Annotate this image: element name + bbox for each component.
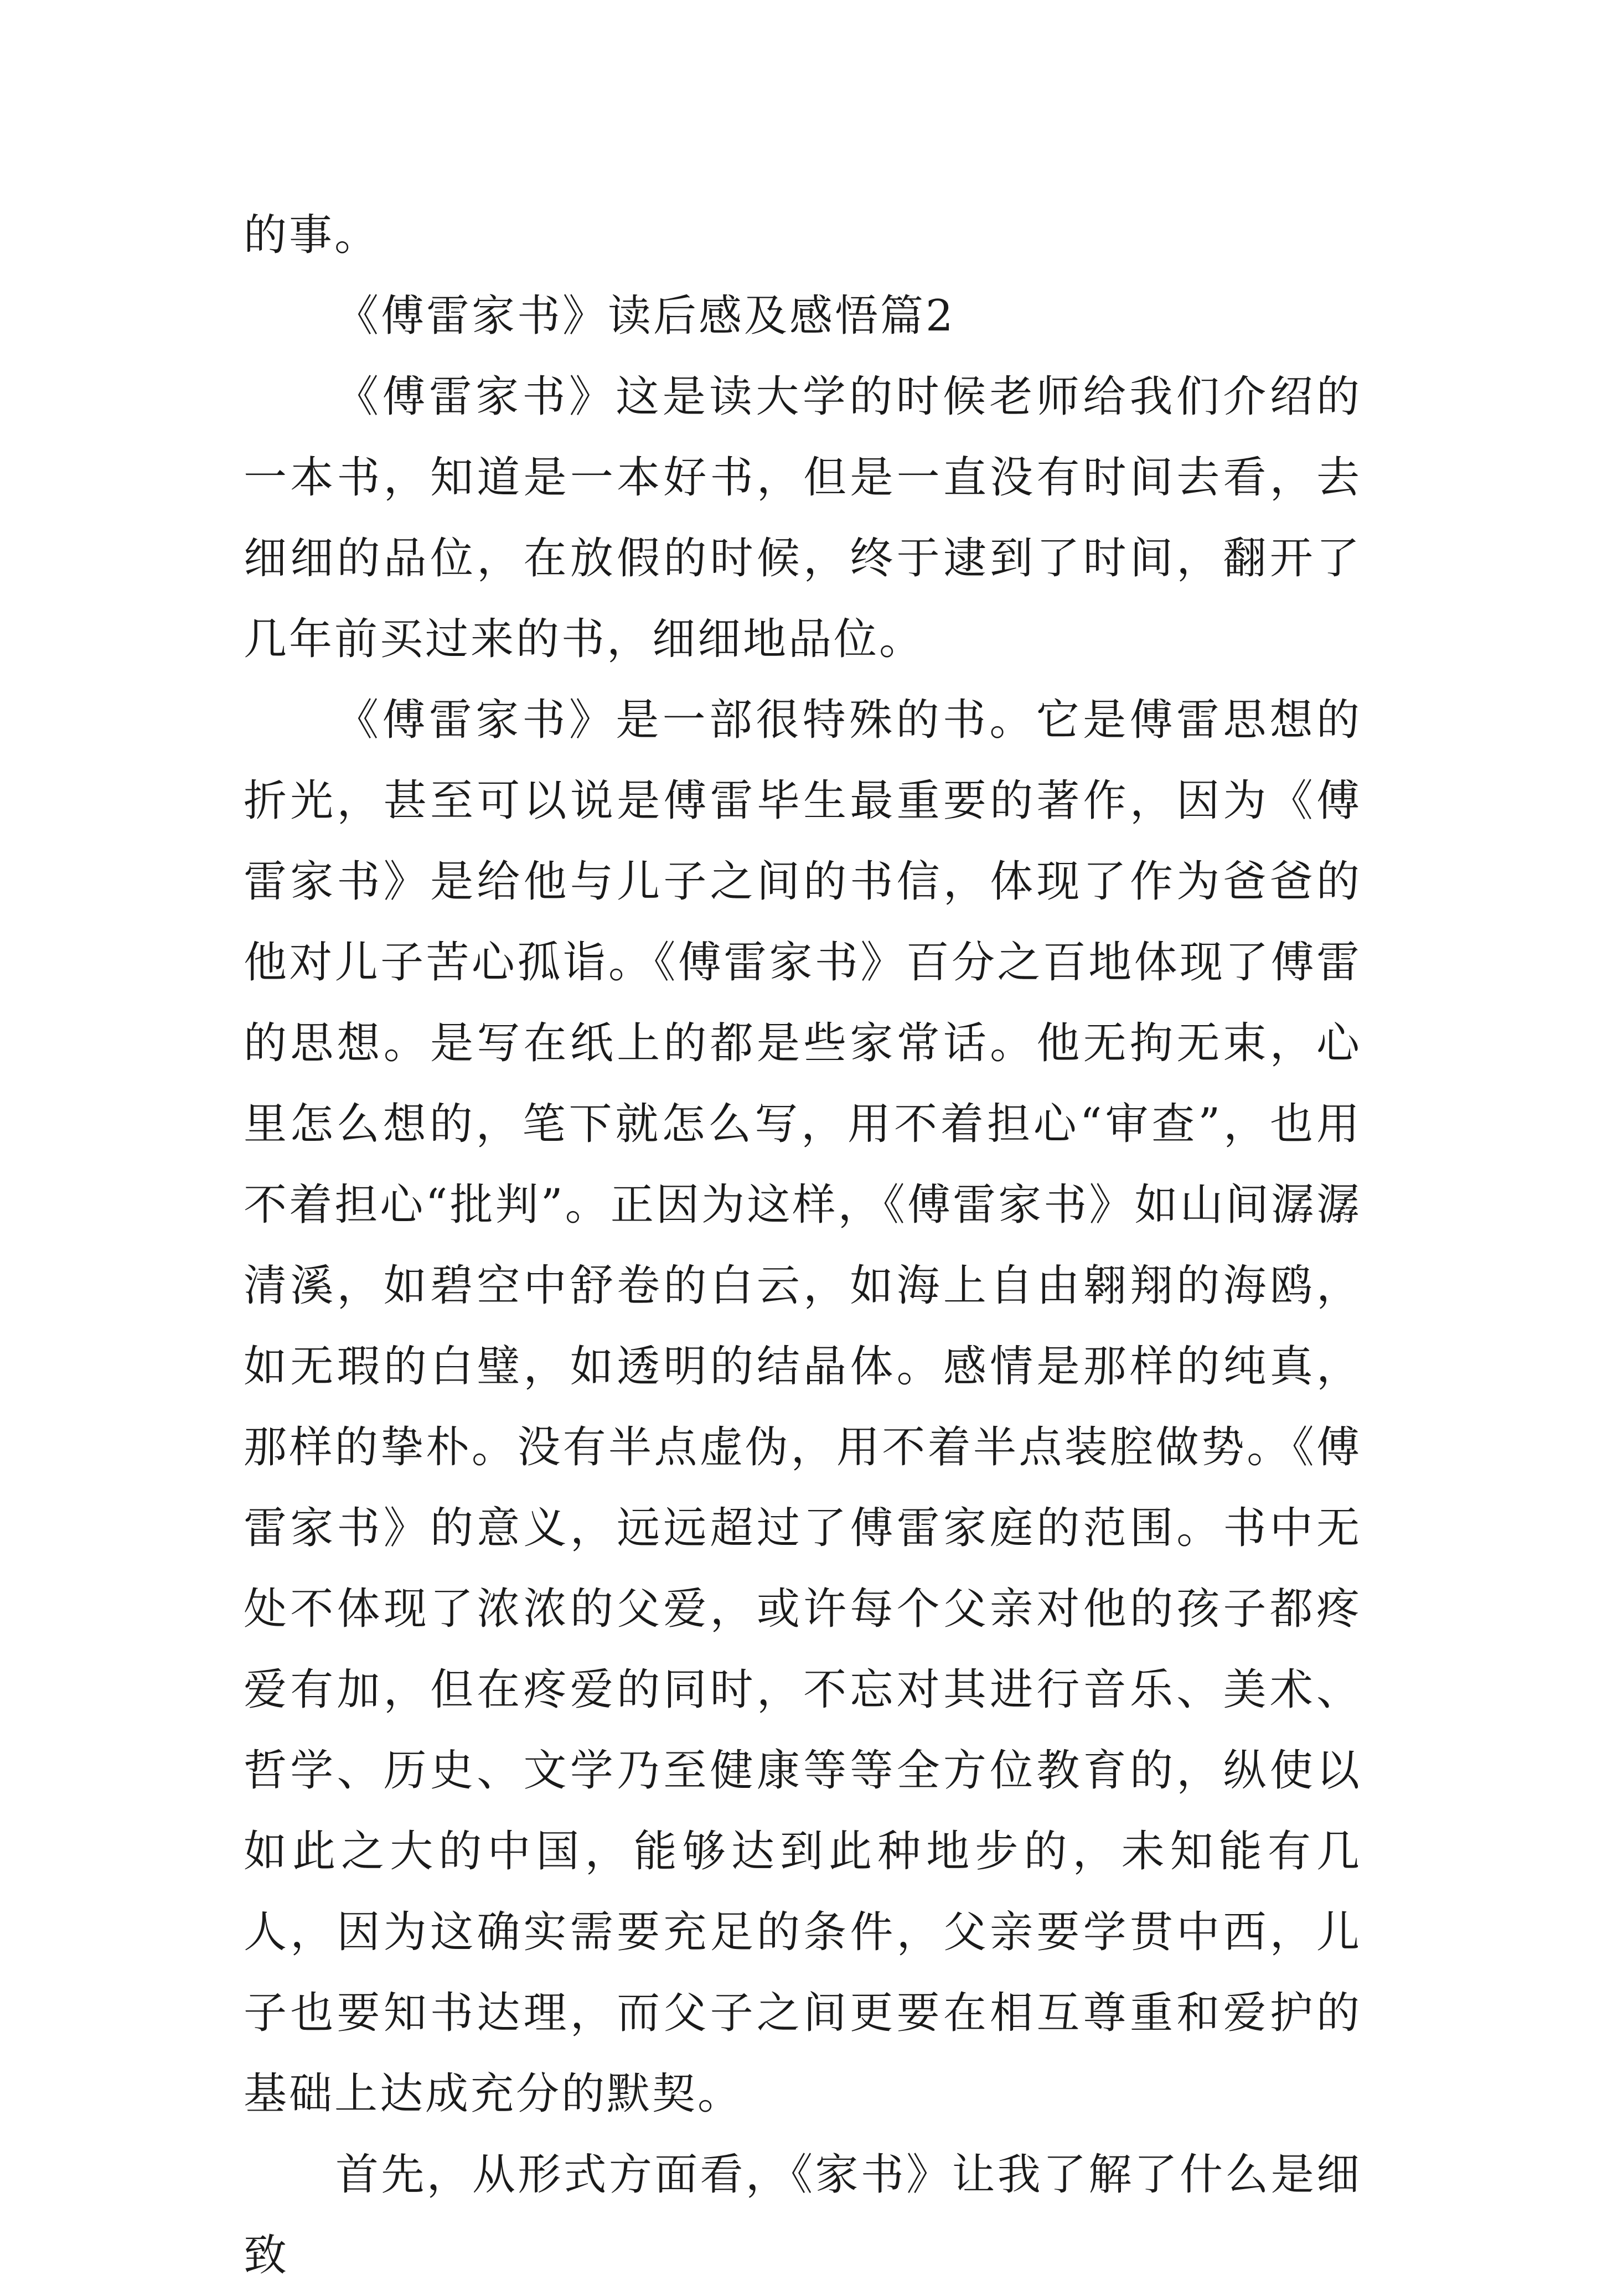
paragraph-3: 首先，从形式方面看，《家书》让我了解了什么是细致 [244, 2150, 1362, 2281]
continuation-text: 的事。 [244, 210, 380, 260]
paragraph-2: 《傅雷家书》是一部很特殊的书。它是傅雷思想的折光，甚至可以说是傅雷毕生最重要的著作，因为《傅雷家书》是给他与儿子之间的书信，体现了作为爸爸的他对儿子苦心孤诣。《傅雷家书》百分之百地体现了傅雷的思想。是写在纸上的都是些家常话。他无拘无束，心里怎么想的，笔下就怎么写，用不着担心“审查”，也用不着担心“批判”。正因为这样，《傅雷家书》如山间潺潺清溪，如碧空中舒卷的白云，如海上自由翱翔的海鸥，如无瑕的白璧，如透明的结晶体。感情是那样的纯真，那样的挚朴。没有半点虚伪，用不着半点装腔做势。《傅雷家书》的意义，远远超过了傅雷家庭的范围。书中无处不体现了浓浓的父爱，或许每个父亲对他的孩子都疼爱有加，但在疼爱的同时，不忘对其进行音乐、美术、哲学、历史、文学乃至健康等等全方位教育的，纵使以如此之大的中国，能够达到此种地步的，未知能有几人，因为这确实需要充足的条件，父亲要学贯中西，儿子也要知书达理，而父子之间更要在相互尊重和爱护的基础上达成充分的默契。 [244, 695, 1362, 2119]
document-body [244, 195, 1362, 2296]
section-heading: 《傅雷家书》读后感及感悟篇2 [335, 291, 955, 341]
paragraph-1: 《傅雷家书》这是读大学的时候老师给我们介绍的一本书，知道是一本好书，但是一直没有时间去看，去细细的品位，在放假的时候，终于逮到了时间，翻开了几年前买过来的书，细细地品位。 [244, 372, 1362, 664]
